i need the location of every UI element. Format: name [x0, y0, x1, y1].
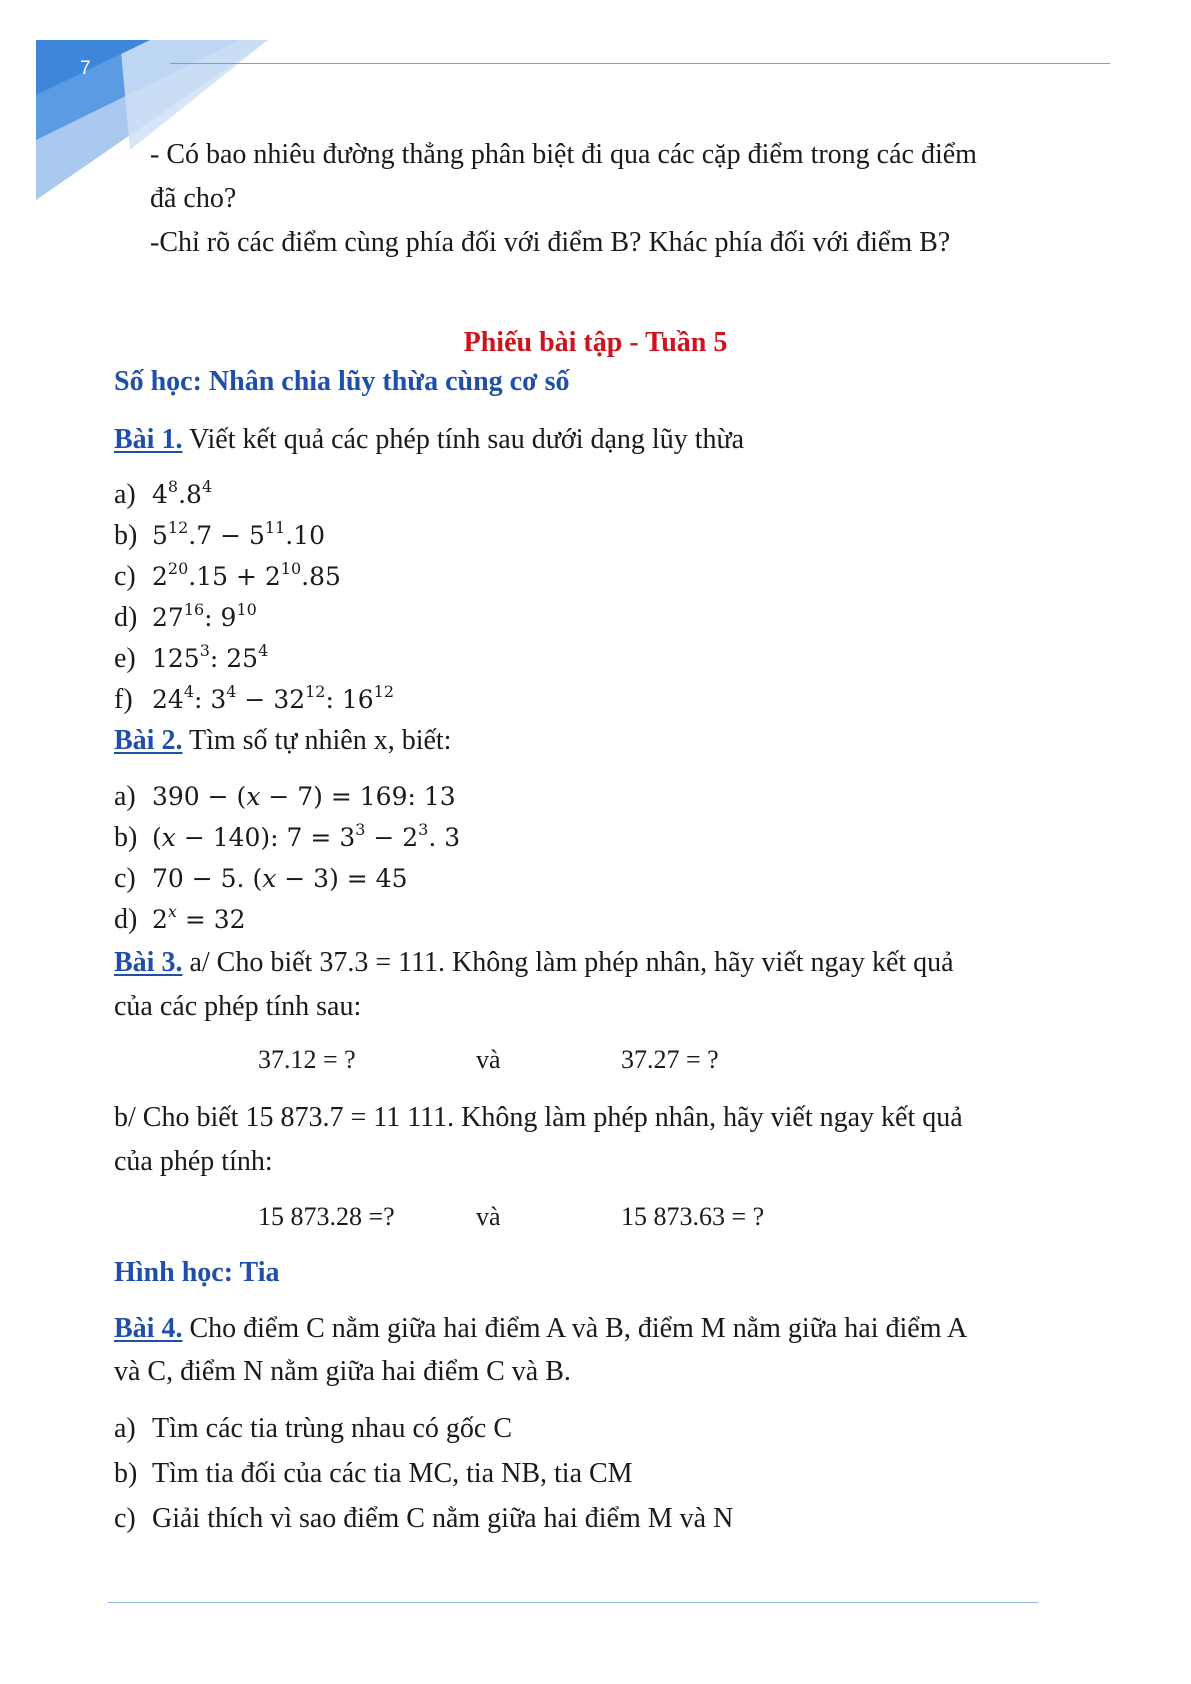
bai3-statement	[114, 946, 954, 980]
bai1-statement	[114, 423, 744, 457]
item-label: a)	[114, 781, 136, 812]
bai2-item-b	[114, 821, 460, 855]
item-label: c)	[114, 863, 136, 894]
bai2-item-d	[114, 903, 246, 937]
expression: 70 − 5. (x − 3) = 45	[152, 864, 408, 893]
geo-section-heading: Hình học: Tia	[114, 1257, 280, 1288]
bai4-item-a	[114, 1412, 512, 1446]
page-title: Phiếu bài tập - Tuần 5	[463, 327, 728, 358]
expression: 390 − (x − 7) = 169: 13	[152, 782, 456, 811]
expression: $24^4$: $3^4 - 32^{12}$: $16^{12}$	[152, 682, 395, 714]
expression: $27^{16}$: $9^{10}$	[152, 600, 257, 632]
intro-line-2: đã cho?	[150, 183, 237, 214]
bai2-label: Bài 2.	[114, 725, 183, 756]
bai4-text-1: Cho điểm C nằm giữa hai điểm A và B, điểm M nằm giữa hai điểm A	[189, 1313, 968, 1344]
item-label: c)	[114, 561, 136, 592]
bai1-text: Viết kết quả các phép tính sau dưới dạng lũy thừa	[188, 424, 745, 455]
expression: $2^{20}.15 + 2^{10}.85$	[152, 559, 341, 591]
bai3-eq-b2: 15 873.63 = ?	[621, 1202, 765, 1231]
footer-rule	[108, 1602, 1038, 1603]
item-label: d)	[114, 904, 138, 935]
bai1-item-c	[114, 560, 341, 594]
intro-line-1: - Có bao nhiêu đường thẳng phân biệt đi qua các cặp điểm trong các điểm	[150, 139, 977, 170]
item-label: b)	[114, 1458, 138, 1489]
expression: $2^x = 32$	[152, 902, 246, 934]
item-label: e)	[114, 643, 136, 674]
bai1-item-e	[114, 642, 268, 676]
item-label: a)	[114, 1413, 136, 1444]
item-text: Giải thích vì sao điểm C nằm giữa hai điểm M và N	[152, 1503, 734, 1534]
bai3-eq-a2: 37.27 = ?	[621, 1045, 719, 1074]
bai3-text-a2: của các phép tính sau:	[114, 991, 362, 1022]
bai4-label: Bài 4.	[114, 1313, 183, 1344]
item-label: d)	[114, 602, 138, 633]
arith-section-heading: Số học: Nhân chia lũy thừa cùng cơ số	[114, 366, 570, 397]
bai3-text-b1: b/ Cho biết 15 873.7 = 11 111. Không làm phép nhân, hãy viết ngay kết quả	[114, 1102, 963, 1133]
bai4-item-c	[114, 1502, 733, 1536]
bai3-text-a1: a/ Cho biết 37.3 = 111. Không làm phép nhân, hãy viết ngay kết quả	[189, 947, 954, 978]
page-number: 7	[80, 58, 91, 79]
bai3-eq-and-2: và	[476, 1202, 501, 1231]
bai2-item-a	[114, 780, 456, 814]
bai1-item-b	[114, 519, 325, 553]
item-label: b)	[114, 822, 138, 853]
header-rule	[170, 63, 1110, 64]
bai2-text: Tìm số tự nhiên x, biết:	[188, 725, 452, 756]
item-text: Tìm các tia trùng nhau có gốc C	[152, 1413, 512, 1444]
item-label: a)	[114, 479, 136, 510]
item-label: b)	[114, 520, 138, 551]
bai4-text-2: và C, điểm N nằm giữa hai điểm C và B.	[114, 1356, 571, 1387]
bai1-item-a	[114, 478, 212, 512]
bai3-label: Bài 3.	[114, 947, 183, 978]
expression: $5^{12}.7 - 5^{11}.10$	[152, 518, 325, 550]
bai3-text-b2: của phép tính:	[114, 1146, 273, 1177]
item-text: Tìm tia đối của các tia MC, tia NB, tia CM	[152, 1458, 633, 1489]
bai1-item-d	[114, 601, 257, 635]
expression: $4^8.8^4$	[152, 477, 213, 509]
bai2-item-c	[114, 862, 407, 896]
bai3-eq-b1: 15 873.28 =?	[258, 1202, 395, 1231]
bai4-item-b	[114, 1457, 633, 1491]
item-label: c)	[114, 1503, 136, 1534]
bai4-statement	[114, 1312, 967, 1346]
bai1-label: Bài 1.	[114, 424, 183, 455]
bai3-eq-and-1: và	[476, 1045, 501, 1074]
expression: $125^3$: $25^4$	[152, 641, 269, 673]
bai1-item-f	[114, 683, 394, 717]
bai3-eq-a1: 37.12 = ?	[258, 1045, 356, 1074]
intro-line-3: -Chỉ rõ các điểm cùng phía đối với điểm B? Khác phía đối với điểm B?	[150, 227, 951, 258]
expression: (x − 140): $7 = 3^3 - 2^3$. 3	[152, 820, 461, 852]
bai2-statement	[114, 724, 451, 758]
item-label: f)	[114, 684, 133, 715]
